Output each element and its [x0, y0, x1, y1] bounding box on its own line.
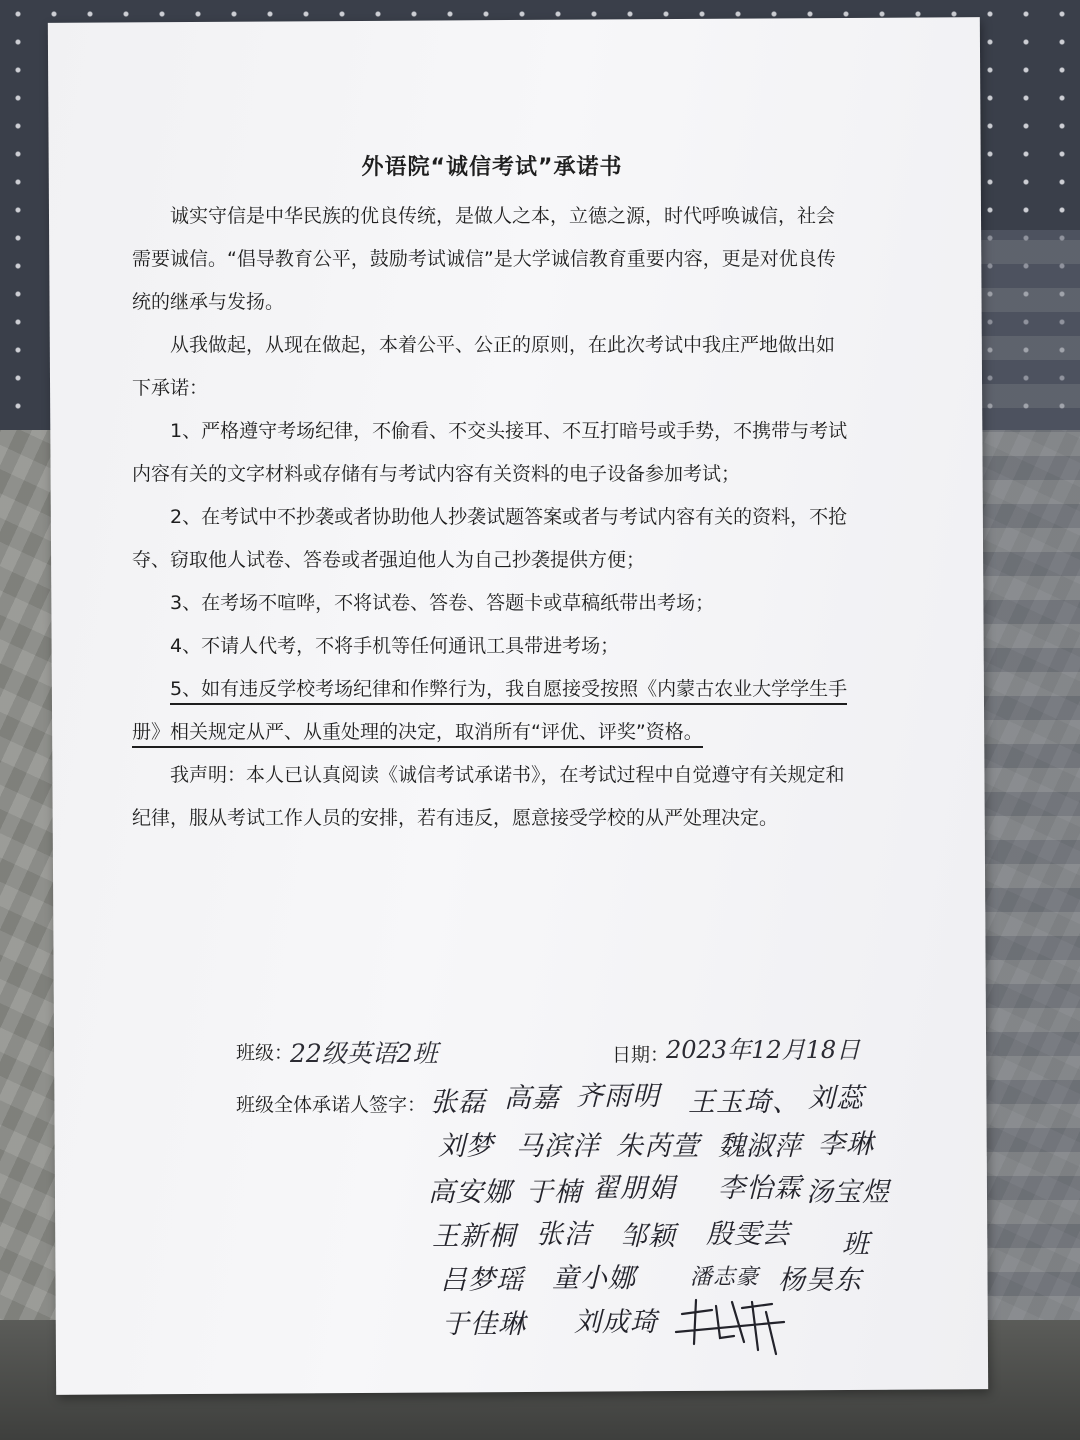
intro-paragraph: 诚实守信是中华民族的优良传统，是做人之本，立德之源，时代呼唤诚信，社会需要诚信。“倡导教育公平，鼓励考试诚信”是大学诚信教育重要内容，更是对优良传统的继承与发扬。: [132, 205, 836, 313]
signature-11: 高安娜: [428, 1177, 512, 1208]
signature-18: 邹颖: [620, 1221, 676, 1252]
item-1: 1、严格遵守考场纪律，不偷看、不交头接耳、不互打暗号或手势，不携带与考试内容有关的文字材料或存储有与考试内容有关资料的电子设备参加考试；: [132, 420, 848, 485]
item-5: [132, 668, 852, 754]
signature-23: 潘志豪: [690, 1265, 760, 1290]
document-title: 外语院“诚信考试”承诺书: [361, 155, 623, 180]
signature-4: 王玉琦、: [688, 1087, 800, 1118]
declaration-paragraph: 我声明：本人已认真阅读《诚信考试承诺书》，在考试过程中自觉遵守有关规定和纪律，服从考试工作人员的安排，若有违反，愿意接受学校的从严处理决定。: [132, 764, 845, 829]
signature-15: 汤宝煜: [806, 1177, 890, 1208]
signature-1: 张磊: [430, 1087, 486, 1118]
date-label: 日期：: [612, 1044, 670, 1066]
signature-25: 于佳琳: [442, 1309, 526, 1340]
class-label: 班级：: [236, 1042, 294, 1064]
signature-7: 马滨洋: [516, 1131, 600, 1162]
signature-3: 齐雨明: [576, 1081, 660, 1112]
signature-26: 刘成琦: [574, 1307, 658, 1338]
pledge-document: [132, 150, 852, 840]
item-4: 4、不请人代考，不将手机等任何通讯工具带进考场；: [170, 635, 620, 657]
signature-6: 刘梦: [438, 1131, 494, 1162]
signature-21: 吕梦瑶: [440, 1265, 524, 1296]
signature-17: 张洁: [536, 1219, 592, 1250]
signature-22: 童小娜: [552, 1263, 636, 1294]
signature-8: 朱芮萱: [616, 1131, 700, 1162]
item-2: 2、在考试中不抄袭或者协助他人抄袭试题答案或者与考试内容有关的资料，不抢夺、窃取他人试卷、答卷或者强迫他人为自己抄袭提供方便；: [132, 506, 848, 571]
signature-12: 于楠: [526, 1177, 582, 1208]
signature-5: 刘蕊: [808, 1083, 864, 1114]
signature-2: 高嘉: [504, 1083, 560, 1114]
signature-16: 王新桐: [432, 1221, 516, 1252]
scribbled-signature: [672, 1292, 792, 1362]
signature-10: 李琳: [818, 1129, 874, 1160]
class-handwritten: 22级英语2班: [290, 1039, 438, 1068]
commitment-paragraph: 从我做起，从现在做起，本着公平、公正的原则，在此次考试中我庄严地做出如下承诺：: [132, 334, 836, 399]
signature-24: 杨昊东: [778, 1265, 862, 1296]
signature-13: 翟朋娟: [592, 1173, 676, 1204]
signature-14: 李怡霖: [718, 1173, 802, 1204]
signers-label: 班级全体承诺人签字：: [236, 1094, 427, 1116]
signature-20: 班: [842, 1229, 870, 1260]
date-handwritten: 2023年12月18日: [666, 1036, 861, 1064]
signature-19: 殷雯芸: [706, 1219, 790, 1250]
item-3: 3、在考场不喧哗，不将试卷、答卷、答题卡或草稿纸带出考场；: [170, 592, 715, 614]
signature-9: 魏淑萍: [718, 1131, 802, 1162]
item-5-underlined-text: 5、如有违反学校考场纪律和作弊行为，我自愿接受按照《内蒙古农业大学学生手册》相关规定从严、从重处理的决定，取消所有“评优、评奖”资格。: [132, 678, 847, 748]
